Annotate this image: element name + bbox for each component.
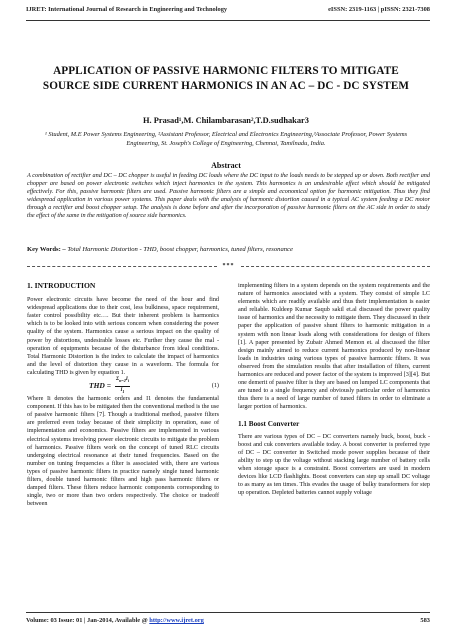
equation-lhs: THD = <box>89 380 111 390</box>
paper-title <box>20 64 432 94</box>
title-line-2: SOURCE SIDE CURRENT HARMONICS IN AN AC – DC - DC SYSTEM <box>42 80 410 92</box>
intro-paragraph-1: Power electronic circuits have become the need of the hour and find widespread applications due to their cost, less bulkiness, space requirement, faster control possibility etc…. But their inherent problem is harmonics which is to be looked into with serious concern when considering the power quality of the system. Harmonics cause a serious impact on the quality of power by distortions, undesirable losses etc. Further they cause the mal - operation of equipments because of the disturbance from ideal conditions. Total Harmonic Distortion is the index to calculate the impact of harmonics and the level of distortion they cause in a waveform. The formula for calculating THD is given by equation 1. <box>27 297 219 376</box>
equation-fraction <box>115 376 130 395</box>
header-rule <box>26 20 430 21</box>
equation-body <box>89 376 130 395</box>
sum-index: n=2 <box>119 378 126 384</box>
footer-volume-text: Volume: 03 Issue: 01 | Jan-2014, Available @ <box>26 617 150 624</box>
numerator-term: I <box>125 377 128 383</box>
section-divider <box>27 263 430 269</box>
equation-number: (1) <box>211 381 219 389</box>
right-paragraph-1: implementing filters in a system depends on the system requirements and the nature of harmonics associated with a system. They consist of simple LC elements which are readily available and thus their implementation is easier and reliable. Kuldeep Kumar Saqub sakil et.al discussed the power quality issue of harmonics and the necessity to mitigate them. They discussed in their paper the application of passive shunt filters to harmonic mitigation in a system with non linear loads along with considerations for design of filters [1]. A paper presented by Zubair Ahmed Memon et. al discussed the filter design mainly aimed to reduce current harmonics produced by non-linear loads in industries using various types of passive harmonic filters. It was observed from the simulation results that after installation of filters, current harmonics are reduced and power factor of the system is improved [3][4]. But one demerit of passive filter is they are based on lumped LC components that are tuned to a single frequency and obviously particular order of harmonics thus there is a need of large number of tuned filters in order to eliminate a larger portion of harmonics. <box>238 283 430 411</box>
right-paragraph-2: There are various types of DC – DC converters namely buck, boost, buck - boost and cuk converters available today. A boost converter is preferred type of DC – DC converter in Switched mode power supplies because of their ability to step up the voltage without stacking large number of battery cells when storage space is a constraint. Boost converters are used in modern devices like LCD flashlights. Boost converters can step up small DC voltage to as many as ten times. This evades the usage of bulky transformers for step up operation. Depleted batteries cannot supply voltage <box>238 433 430 497</box>
title-line-1: APPLICATION OF PASSIVE HARMONIC FILTERS TO MITIGATE <box>53 65 399 77</box>
author-list: H. Prasad¹,M. Chilambarasan²,T.D.sudhakar3 <box>143 116 309 125</box>
numerator-subscript: i <box>127 378 129 384</box>
divider-stars: *** <box>222 263 235 269</box>
divider-dash-left <box>27 266 217 267</box>
keywords-text: Total Harmonic Distortion - THD, boost chopper, harmonics, tuned filters, resonance <box>67 246 293 253</box>
sigma-symbol: Σ <box>115 377 120 383</box>
journal-issn: eISSN: 2319-1163 | pISSN: 2321-7308 <box>328 6 430 13</box>
keywords <box>27 245 430 254</box>
denominator-subscript: 1 <box>122 388 125 394</box>
abstract-text: A combination of rectifier and DC – DC chopper is useful in feeding DC loads where the DC input to the loads needs to be stepped up or down. Both rectifier and chopper are based on power electronic switches which inject harmonics in the system. This harmonics is an undesirable effect which should be mitigated effectively. For this, passive harmonic filters are used. Passive harmonic filters are a simple and economical option for harmonic mitigation. Thus they find widespread application in various power systems. This paper deals with the analysis of harmonic distortion caused in a typical AC system feeding a DC motor through a rectifier and boost chopper setup. The analysis is done before and after the incorporation of passive harmonic filters on the AC side in order to study the effect of the same in the mitigation of source side harmonics. <box>27 172 430 220</box>
thd-equation <box>27 379 219 393</box>
right-column <box>238 282 430 497</box>
journal-header <box>26 6 430 20</box>
denominator-term: I <box>120 387 123 393</box>
divider-dash-right <box>241 266 431 267</box>
footer-volume-info <box>26 617 204 624</box>
page-number: 583 <box>420 617 430 624</box>
journal-website-link[interactable]: http://www.ijret.org <box>149 617 204 624</box>
boost-converter-heading: 1.1 Boost Converter <box>238 419 300 428</box>
footer-rule <box>26 612 430 613</box>
keywords-label: Key Words: – <box>27 246 66 253</box>
journal-name: IJRET: International Journal of Research in Engineering and Technology <box>26 6 228 13</box>
intro-heading: 1. INTRODUCTION <box>27 281 96 290</box>
page-footer <box>26 617 430 624</box>
left-column <box>27 282 219 508</box>
abstract-heading: Abstract <box>211 161 241 170</box>
author-affiliation: ¹ Student, M.E Power Systems Engineering, ²Assistant Professor, Electrical and Electronics Engineering,³Associate Professor, Power Systems Engineering, St. Joseph's College of Engineering, Chennai, Tamilnadu, India. <box>44 131 408 147</box>
equation-numerator <box>115 376 130 386</box>
intro-paragraph-2: Where Ii denotes the harmonic orders and I1 denotes the fundamental component. If this has to be mitigated then the conventional method is the use of passive harmonic filters [7]. Though a traditional method, passive filters are preferred even today because of their simplicity in operation, ease of implementation and economics. Passive filters are implemented in various electrical systems involving power electronic circuits to mitigate the problem of harmonics. Passive filters work on the concept of tuned RLC circuits undergoing electrical resonance at their tuned frequencies. Based on the number on tuning frequencies a filter is associated with, there are various types of passive harmonic filters in practice namely single tuned harmonic filters, double tuned harmonic filters and high pass harmonic filters or damped filters. These filters reduce harmonic components corresponding to single, two or more than two orders respectively. The choice or tradeoff between <box>27 396 219 508</box>
